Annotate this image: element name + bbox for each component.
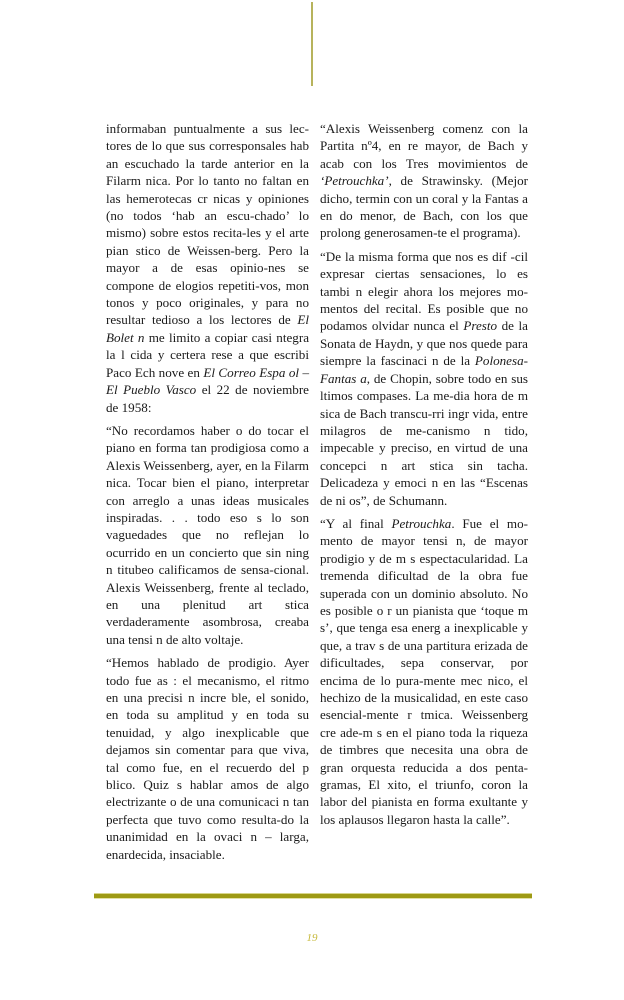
italic-title-el-boletin: El Bolet n <box>106 312 309 345</box>
right-text-column <box>320 120 528 834</box>
paragraph <box>320 248 528 509</box>
text-run: el 22 de noviembre de 1958: <box>106 382 309 415</box>
paragraph <box>106 120 309 416</box>
text-run: de la Sonata de Haydn, y que nos quede para siempre la fascinaci n de la <box>320 318 528 369</box>
italic-title-petrouchka: ‘Petrouchka’ <box>320 173 389 189</box>
text-run: “Y al final <box>320 515 392 531</box>
paragraph <box>106 422 309 648</box>
text-run: “De la misma forma que nos es dif -cil expresar ciertas sensaciones, lo es tambi n elegir ahora los mejores mo-mentos del recital. Es posible que no podamos olvidar nunca el <box>320 248 528 334</box>
text-run: . Fue el mo-mento de mayor tensi n, de mayor prodigio y de m s espectacularidad. La tremenda dificultad de la obra fue superada con un dominio absoluto. No es posible o r un pianista que ‘toque m s’, que tenga esa energ a inexplicable y que, a trav s de una partitura erizada de dificultades, sepa conservar, por encima de lo pura-mente mec nico, el hechizo de la musicalidad, en este caso esencial-mente r tmica. Weissenberg cre ade-m s en el piano toda la riqueza de timbres que necesita una obra de gran orquesta reducida a dos penta-gramas, El xito, el triunfo, coron la labor del pianista en forma exultante y los aplausos llegaron hasta la calle”. <box>320 515 529 827</box>
page-number: 19 <box>306 932 318 944</box>
paragraph <box>106 654 309 863</box>
text-run: informaban puntualmente a sus lec-tores de lo que sus corresponsales hab an escuchado la tarde anterior en la Filarm nica. Por lo tanto no faltan en las hemerotecas cr nicas y opiniones (no todos ‘hab an escu-chado’ lo mismo) sobre estos recita-les y el arte pian stico de Weissen-berg. Pero la mayor a de esas opinio-nes se compone de elogios repetiti-vos, mon tonos y poco originales, y para no resultar tedioso a los lectores de <box>106 121 309 328</box>
text-run: , de Strawinsky. (Mejor dicho, termin con un coral y la Fantas a en do menor, de Bach, con los que prolong generosamen-te el programa). <box>320 173 528 241</box>
text-run: me limito a copiar casi ntegra la l cida y certera rese a que escribi Paco Ech nove en <box>106 329 310 380</box>
italic-title-petrouchka: Petrouchka <box>391 515 452 531</box>
text-run: “No recordamos haber o do tocar el piano en forma tan prodigiosa como a Alexis Weissenberg, ayer, en la Filarm nica. Tocar bien el piano, interpretar con arreglo a unas ideas musicales inspiradas. . . todo eso s lo son vaguedades que no reflejan lo ocurrido en un concierto que sin ning n titubeo calificamos de sensa-cional. Alexis Weissenberg, frente al teclado, en una plenitud art stica verdaderamente asombrosa, creaba una tensi n de alto voltaje. <box>106 422 309 647</box>
bottom-horizontal-rule <box>94 893 532 898</box>
italic-title-el-correo: El Correo Espa ol – El Pueblo Vasco <box>106 364 309 398</box>
top-decorative-line <box>311 2 313 86</box>
paragraph <box>320 515 528 828</box>
paragraph <box>320 120 528 242</box>
left-text-column <box>106 120 309 869</box>
text-run: “Hemos hablado de prodigio. Ayer todo fue as : el mecanismo, el ritmo en una precisi n incre ble, el sonido, en toda su amplitud y en toda su tenuidad, y algo inexplicable que dejamos sin comentar para que viva, tal como fue, en el recuerdo del p blico. Quiz s hablar amos de algo electrizante o de una comunicaci n tan perfecta que tuvo como resulta-do la unanimidad en la ovaci n – larga, enardecida, insaciable. <box>106 655 309 862</box>
italic-title-presto: Presto <box>463 318 498 334</box>
text-run: “Alexis Weissenberg comenz con la Partita nº4, en re mayor, de Bach y acab con los Tres movimientos de <box>320 121 528 171</box>
italic-title-polonesa: Polonesa-Fantas a <box>320 353 528 386</box>
text-run: , de Chopin, sobre todo en sus ltimos compases. La me-dia hora de m sica de Bach transcu-rri ingr vida, entre milagros de me-canismo n tido, impecable y preciso, en virtud de una concepci n art stica sin tacha. Delicadeza y emoci n en las “Escenas de ni os”, de Schumann. <box>320 370 528 508</box>
